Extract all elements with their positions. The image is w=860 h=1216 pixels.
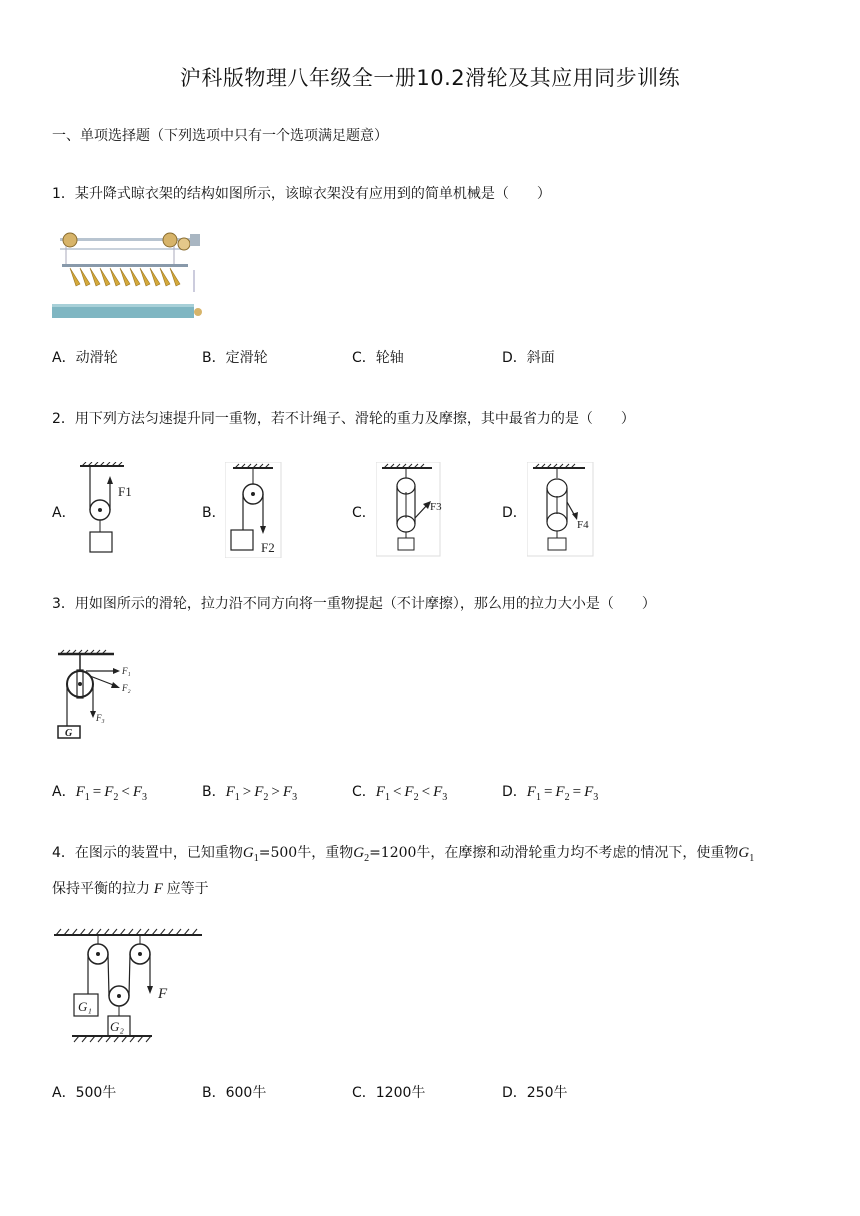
figure-label-f3: F₃ [96,713,105,723]
question-4-option-d[interactable]: D．250牛 [502,1085,568,1101]
q4-text-c: 应等于 [166,881,209,897]
question-1-option-c[interactable]: C．轮轴 [352,350,404,366]
question-4-figure [52,928,208,1046]
figure-label-f2: F₂ [122,683,131,693]
formula-a: $F_1 = F_2 < F_3$ [75,784,148,803]
var-g2: $G_2$ [353,845,370,864]
question-3-stem: 3．用如图所示的滑轮，拉力沿不同方向将一重物提起（不计摩擦），那么用的拉力大小是（ ） [52,596,656,612]
formula-c: $F_1 < F_2 < F_3$ [375,784,448,803]
force-label-f3: F3 [430,501,442,513]
formula-d: $F_1 = F_2 = F_3$ [526,784,599,803]
q4-text-g1: =500牛，重物 [258,845,354,861]
section-heading: 一、单项选择题（下列选项中只有一个选项满足题意） [52,128,388,144]
question-3-option-b[interactable] [202,782,297,808]
question-3-option-d[interactable] [502,782,598,808]
var-g1: $G_1$ [242,845,259,864]
question-2-figure-d [527,462,595,558]
question-2-option-a[interactable]: A． [52,505,76,521]
figure-label-g2: G₂ [110,1019,124,1034]
question-2-figure-b [225,462,285,558]
figure-label-f: F [158,986,168,1002]
question-4-option-c[interactable]: C．1200牛 [352,1085,426,1101]
question-4-option-a[interactable]: A．500牛 [52,1085,117,1101]
formula-b: $F_1 > F_2 > F_3$ [225,784,298,803]
q4-text-g2: =1200牛，在摩擦和动滑轮重力均不考虑的情况下，使重物 [369,845,739,861]
var-f: F [150,881,167,897]
option-letter: C． [352,784,376,800]
question-2-figure-c [376,462,442,558]
question-4-stem-line2 [52,878,209,900]
question-1-figure [52,228,204,322]
question-2-option-c[interactable]: C． [352,505,376,521]
question-1-option-d[interactable]: D．斜面 [502,350,555,366]
force-label-f2: F2 [261,540,275,555]
option-letter: D． [502,784,527,800]
question-1-option-b[interactable]: B．定滑轮 [202,350,268,366]
figure-label-g1: G₁ [78,999,92,1014]
question-4-option-b[interactable]: B．600牛 [202,1085,267,1101]
q4-text-a: 4．在图示的装置中，已知重物 [52,845,243,861]
question-3-option-c[interactable] [352,782,447,808]
var-g1-second: $G_1$ [738,845,755,864]
question-2-stem: 2．用下列方法匀速提升同一重物，若不计绳子、滑轮的重力及摩擦，其中最省力的是（ ） [52,411,635,427]
question-3-figure [56,648,140,740]
force-label-f1: F1 [118,484,132,499]
page-title: 沪科版物理八年级全一册10.2滑轮及其应用同步训练 [179,66,681,90]
question-4-stem [52,842,812,870]
question-3-option-a[interactable] [52,782,147,808]
question-1-stem: 1．某升降式晾衣架的结构如图所示，该晾衣架没有应用到的简单机械是（ ） [52,186,551,202]
question-2-option-b[interactable]: B． [202,505,226,521]
option-letter: B． [202,784,226,800]
question-2-option-d[interactable]: D． [502,505,527,521]
question-2-figure-a [76,462,146,558]
figure-label-g: G [65,728,73,739]
question-1-option-a[interactable]: A．动滑轮 [52,350,118,366]
force-label-f4: F4 [577,519,589,531]
figure-label-f1: F₁ [122,666,131,676]
option-letter: A． [52,784,76,800]
q4-text-b: 保持平衡的拉力 [52,881,150,897]
